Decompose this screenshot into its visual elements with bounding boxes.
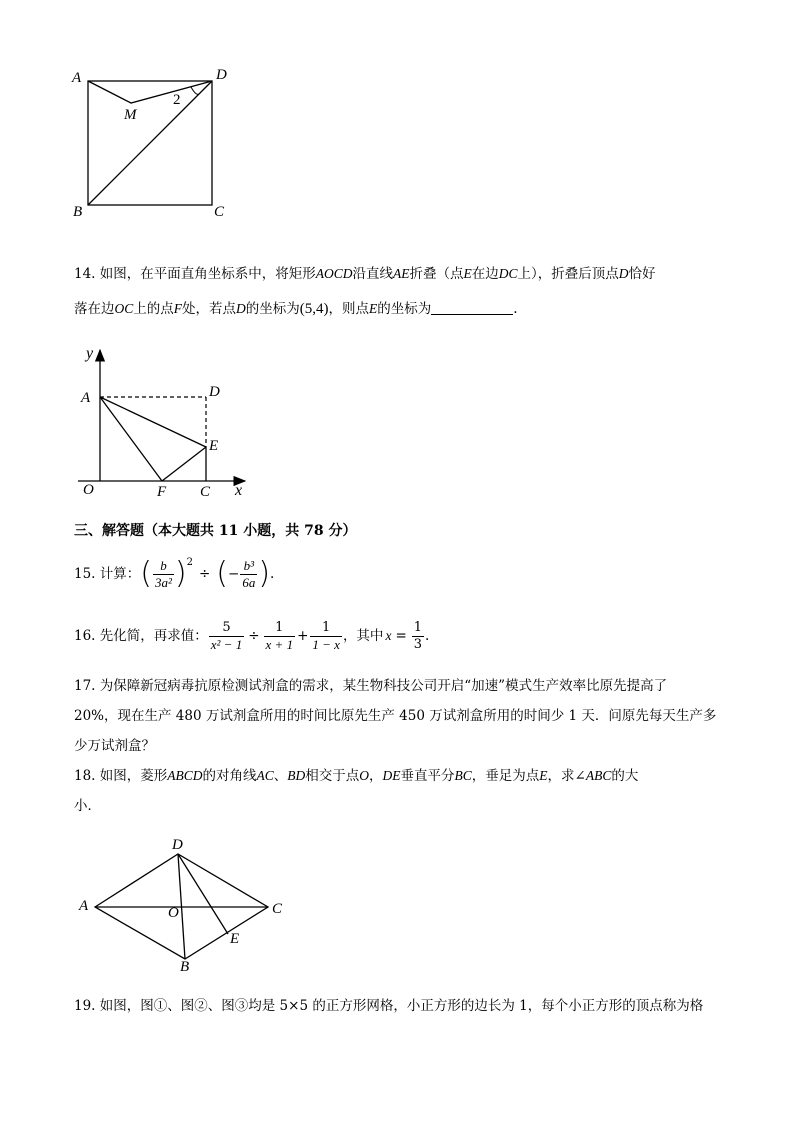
label-o: O	[83, 482, 94, 498]
q18-point-o: O	[359, 768, 370, 783]
label-e: E	[209, 438, 219, 454]
q14-point-e: E	[369, 301, 378, 316]
q15-minus: −	[228, 566, 240, 582]
q15-num2: b³	[240, 558, 257, 575]
q14-point-e: E	[463, 266, 472, 281]
q18-text: 的大	[611, 768, 639, 784]
paren-close: )	[258, 556, 271, 591]
q18-text: ，	[369, 768, 383, 784]
q17-line2: 20%，现在生产 480 万试剂盒所用的时间比原先生产 450 万试剂盒所用的时间少 1 天．问原先每天生产多	[74, 708, 717, 724]
q18-text: 垂直平分	[400, 768, 455, 784]
q14-text: 的坐标为	[377, 301, 432, 317]
q15-den1: 3a²	[154, 574, 172, 590]
label-m: M	[124, 107, 137, 123]
q16-num1: 5	[209, 620, 244, 637]
q18-text: 相交于点	[305, 768, 360, 784]
paren-open: (	[216, 556, 229, 591]
q16-den3: 1 − x	[312, 636, 340, 652]
q14-text: 上的点	[133, 301, 174, 317]
label-angle-2: 2	[173, 92, 181, 108]
q16-plus: +	[297, 628, 309, 644]
q19-line1: 19. 如图，图①、图②、图③均是 5×5 的正方形网格，小正方形的边长为 1，每个小正方形的顶点称为格	[74, 998, 704, 1014]
label-d: D	[172, 837, 183, 853]
label-e: E	[230, 931, 240, 947]
q18-text: ，垂足为点	[471, 768, 540, 784]
q14-point-d: D	[236, 301, 246, 316]
q14-point-f: F	[173, 301, 183, 316]
q18-point-e: E	[539, 768, 548, 783]
label-f: F	[157, 484, 167, 500]
q16-divide: ÷	[248, 628, 260, 644]
q16-variable: x	[385, 628, 392, 643]
q17-line1: 17. 为保障新冠病毒抗原检测试剂盒的需求，某生物科技公司开启“加速”模式生产效率比原先提高了	[74, 678, 668, 694]
q16-label: 16. 先化简，再求值：	[74, 628, 208, 644]
q14-edge-oc: OC	[114, 301, 134, 316]
section-3-title: 三、解答题（本大题共 11 小题，共 78 分）	[74, 523, 357, 539]
q14-text: 落在边	[74, 301, 115, 317]
q16-num2: 1	[264, 620, 296, 637]
q14-coordinate: (5,4)	[299, 301, 329, 317]
q18-segment-de: DE	[382, 768, 401, 783]
q18-text: 、	[273, 768, 288, 784]
q14-text: 恰好	[628, 266, 656, 282]
q16-equals: =	[395, 628, 407, 644]
paren-open: (	[140, 556, 152, 591]
label-a: A	[81, 390, 91, 406]
label-b: B	[73, 204, 83, 220]
q14-rect: AOCD	[315, 266, 353, 281]
paren-close: )	[174, 556, 187, 591]
q16-den2: x + 1	[265, 636, 294, 652]
label-c: C	[214, 204, 225, 220]
label-c: C	[200, 484, 211, 500]
q14-line: AE	[393, 266, 410, 281]
q14-text: 在边	[471, 266, 499, 282]
q15-num1: b	[153, 558, 174, 575]
label-b: B	[180, 959, 190, 975]
label-y-axis: y	[86, 345, 94, 362]
q14-text: .	[513, 301, 518, 317]
q16-den1: x² − 1	[210, 636, 243, 652]
q14-edge-dc: DC	[498, 266, 518, 281]
label-a: A	[79, 898, 89, 914]
q16-text: ，其中	[342, 628, 384, 644]
label-d: D	[209, 384, 220, 400]
q14-text: ，则点	[328, 301, 370, 317]
q16-num4: 1	[413, 619, 423, 635]
q14-point-d: D	[618, 266, 629, 281]
q18-text: ，求	[547, 768, 575, 784]
q18-line2: 小．	[74, 798, 101, 814]
q15-label: 15. 计算：	[74, 566, 141, 582]
q15-exponent: 2	[186, 557, 193, 568]
q18-text: 18. 如图，菱形	[74, 768, 168, 784]
label-a: A	[72, 70, 82, 86]
label-d: D	[216, 67, 227, 83]
q16-end: .	[425, 628, 430, 644]
label-o: O	[168, 905, 179, 921]
label-x-axis: x	[235, 482, 243, 499]
q15-divide: ÷	[198, 566, 211, 582]
q18-diagonal-bd: BD	[287, 768, 306, 783]
q14-text: 的坐标为	[245, 301, 300, 317]
q16-den4: 3	[413, 636, 423, 652]
q14-text: 沿直线	[352, 266, 394, 282]
q18-angle: ∠ABC	[574, 768, 612, 783]
q14-text: 上），折叠后顶点	[517, 266, 619, 282]
q16-num3: 1	[310, 620, 342, 637]
q18-segment-bc: BC	[454, 768, 472, 783]
q15-end: .	[270, 566, 275, 582]
q17-line3: 少万试剂盒？	[74, 738, 155, 754]
q18-rhombus: ABCD	[167, 768, 203, 783]
q18-text: 的对角线	[202, 768, 257, 784]
q14-text: 14. 如图，在平面直角坐标系中，将矩形	[74, 266, 316, 282]
q14-text: 折叠（点	[409, 266, 464, 282]
label-c: C	[272, 901, 283, 917]
q15-den2: 6a	[242, 574, 256, 590]
q14-text: 处，若点	[182, 301, 237, 317]
q18-diagonal-ac: AC	[256, 768, 274, 783]
